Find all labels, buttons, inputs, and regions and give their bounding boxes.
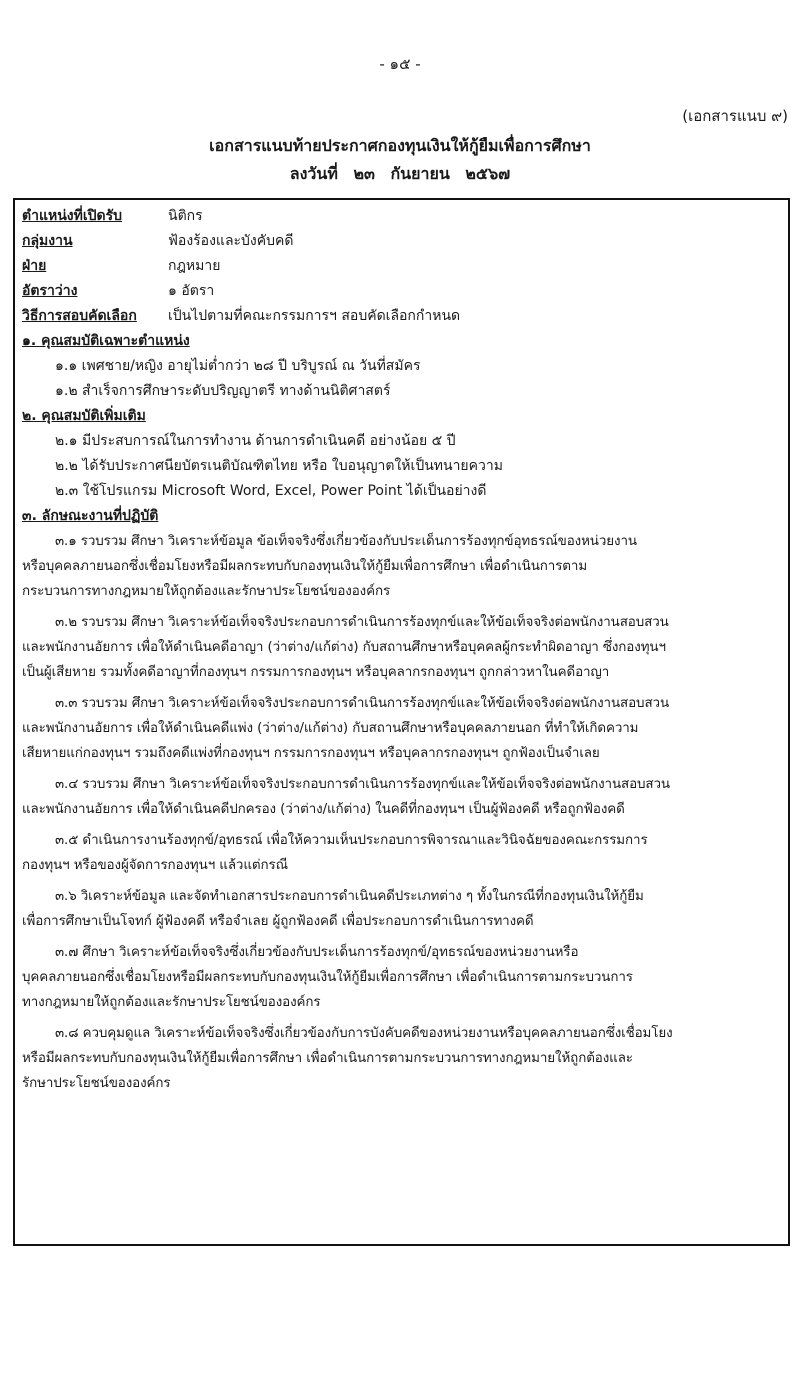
section-heading-additional-qualifications: ๒. คุณสมบัติเพิ่มเติม: [22, 408, 146, 424]
document-title: เอกสารแนบท้ายประกาศกองทุนเงินให้กู้ยืมเพื่อการศึกษา: [209, 136, 591, 155]
paragraph-3-4: [22, 772, 782, 822]
paragraph-line: กองทุนฯ หรือของผู้จัดการกองทุนฯ แล้วแต่กรณี: [22, 858, 288, 873]
section-heading-qualifications: ๑. คุณสมบัติเฉพาะตำแหน่ง: [22, 333, 190, 349]
field-label: กลุ่มงาน: [22, 233, 73, 249]
field-value: นิติกร: [168, 208, 203, 224]
paragraph-line: ๓.๒ รวบรวม ศึกษา วิเคราะห์ข้อเท็จจริงประกอบการดำเนินการร้องทุกข์และให้ข้อเท็จจริงต่อพนักงานสอบสวน: [55, 615, 669, 630]
field-row-selection-method: [22, 304, 782, 329]
paragraph-3-8: [22, 1021, 782, 1096]
field-row-vacancies: [22, 279, 782, 304]
paragraph-line: ๓.๘ ควบคุมดูแล วิเคราะห์ข้อเท็จจริงซึ่งเกี่ยวข้องกับการบังคับคดีของหน่วยงานหรือบุคคลภายนอกซึ่งเชื่อมโยง: [55, 1026, 673, 1041]
field-row-division: [22, 254, 782, 279]
paragraph-line: ทางกฎหมายให้ถูกต้องและรักษาประโยชน์ขององค์กร: [22, 995, 321, 1010]
field-label: ตำแหน่งที่เปิดรับ: [22, 208, 123, 224]
field-value: เป็นไปตามที่คณะกรรมการฯ สอบคัดเลือกกำหนด: [168, 308, 461, 324]
paragraph-line: และพนักงานอัยการ เพื่อให้ดำเนินคดีแพ่ง (ว่าต่าง/แก้ต่าง) กับสถานศึกษาหรือบุคคลภายนอก ที่ทำให้เกิดความ: [22, 721, 639, 736]
paragraph-line: เป็นผู้เสียหาย รวมทั้งคดีอาญาที่กองทุนฯ กรรมการกองทุนฯ หรือบุคลากรกองทุนฯ ถูกกล่าวหาในคดีอาญา: [22, 665, 610, 680]
document-date: ลงวันที่ ๒๓ กันยายน ๒๕๖๗: [289, 164, 511, 183]
paragraph-3-1: [22, 529, 782, 604]
page-number: - ๑๕ -: [379, 55, 421, 73]
field-label: วิธีการสอบคัดเลือก: [22, 308, 137, 324]
paragraph-line: เสียหายแก่กองทุนฯ รวมถึงคดีแพ่งที่กองทุนฯ กรรมการกองทุนฯ หรือบุคลากรกองทุนฯ ถูกฟ้องเป็นจำเลย: [22, 746, 600, 761]
paragraph-line: และพนักงานอัยการ เพื่อให้ดำเนินคดีปกครอง (ว่าต่าง/แก้ต่าง) ในคดีที่กองทุนฯ เป็นผู้ฟ้องคดี หรือถูกฟ้องคดี: [22, 802, 625, 817]
paragraph-3-7: [22, 940, 782, 1015]
paragraph-line: เพื่อการศึกษาเป็นโจทก์ ผู้ฟ้องคดี หรือจำเลย ผู้ถูกฟ้องคดี เพื่อประกอบการดำเนินการทางคดี: [22, 914, 534, 929]
paragraph-line: ๓.๕ ดำเนินการงานร้องทุกข์/อุทธรณ์ เพื่อให้ความเห็นประกอบการพิจารณาและวินิจฉัยของคณะกรรมการ: [55, 833, 648, 848]
field-row-work-group: [22, 229, 782, 254]
list-item: ๒.๓ ใช้โปรแกรม Microsoft Word, Excel, Power Point ได้เป็นอย่างดี: [55, 483, 487, 499]
position-details-box: [13, 198, 790, 1246]
paragraph-line: ๓.๔ รวบรวม ศึกษา วิเคราะห์ข้อเท็จจริงประกอบการดำเนินการร้องทุกข์และให้ข้อเท็จจริงต่อพนักงานสอบสวน: [55, 777, 670, 792]
paragraph-3-3: [22, 691, 782, 766]
paragraph-3-2: [22, 610, 782, 685]
field-label: ฝ่าย: [22, 258, 47, 274]
list-item: ๒.๒ ได้รับประกาศนียบัตรเนติบัณฑิตไทย หรือ ใบอนุญาตให้เป็นทนายความ: [55, 458, 503, 474]
paragraph-line: บุคคลภายนอกซึ่งเชื่อมโยงหรือมีผลกระทบกับกองทุนเงินให้กู้ยืมเพื่อการศึกษา เพื่อดำเนินการตามกระบวนการ: [22, 970, 633, 985]
paragraph-3-5: [22, 828, 782, 878]
paragraph-line: ๓.๑ รวบรวม ศึกษา วิเคราะห์ข้อมูล ข้อเท็จจริงซึ่งเกี่ยวข้องกับประเด็นการร้องทุกข์อุทธรณ์ของหน่วยงาน: [55, 534, 637, 549]
paragraph-line: หรือมีผลกระทบกับกองทุนเงินให้กู้ยืมเพื่อการศึกษา เพื่อดำเนินการตามกระบวนการทางกฎหมายให้ถูกต้องและ: [22, 1051, 633, 1066]
paragraph-line: กระบวนการทางกฎหมายให้ถูกต้องและรักษาประโยชน์ขององค์กร: [22, 584, 391, 599]
list-item: ๑.๒ สำเร็จการศึกษาระดับปริญญาตรี ทางด้านนิติศาสตร์: [55, 383, 391, 399]
field-value: กฎหมาย: [168, 258, 221, 274]
list-item: ๑.๑ เพศชาย/หญิง อายุไม่ต่ำกว่า ๒๘ ปี บริบูรณ์ ณ วันที่สมัคร: [55, 358, 421, 374]
paragraph-line: ๓.๓ รวบรวม ศึกษา วิเคราะห์ข้อเท็จจริงประกอบการดำเนินการร้องทุกข์และให้ข้อเท็จจริงต่อพนักงานสอบสวน: [55, 696, 669, 711]
field-value: ฟ้องร้องและบังคับคดี: [168, 233, 294, 249]
paragraph-line: ๓.๖ วิเคราะห์ข้อมูล และจัดทำเอกสารประกอบการดำเนินคดีประเภทต่าง ๆ ทั้งในกรณีที่กองทุนเงินให้กู้ยืม: [55, 889, 644, 904]
paragraph-line: ๓.๗ ศึกษา วิเคราะห์ข้อเท็จจริงซึ่งเกี่ยวข้องกับประเด็นการร้องทุกข์/อุทธรณ์ของหน่วยงานหรือ: [55, 945, 579, 960]
field-row-position: [22, 204, 782, 229]
field-label: อัตราว่าง: [22, 283, 78, 299]
field-value: ๑ อัตรา: [168, 283, 215, 299]
section-heading-job-description: ๓. ลักษณะงานที่ปฏิบัติ: [22, 508, 159, 524]
attachment-label: (เอกสารแนบ ๙): [682, 107, 788, 125]
list-item: ๒.๑ มีประสบการณ์ในการทำงาน ด้านการดำเนินคดี อย่างน้อย ๕ ปี: [55, 433, 456, 449]
paragraph-line: รักษาประโยชน์ขององค์กร: [22, 1076, 171, 1091]
paragraph-line: หรือบุคคลภายนอกซึ่งเชื่อมโยงหรือมีผลกระทบกับกองทุนเงินให้กู้ยืมเพื่อการศึกษา เพื่อดำเนินการตาม: [22, 559, 588, 574]
paragraph-line: และพนักงานอัยการ เพื่อให้ดำเนินคดีอาญา (ว่าต่าง/แก้ต่าง) กับสถานศึกษาหรือบุคคลผู้กระทำผิดอาญา ซึ่งกองทุนฯ: [22, 640, 666, 655]
paragraph-3-6: [22, 884, 782, 934]
